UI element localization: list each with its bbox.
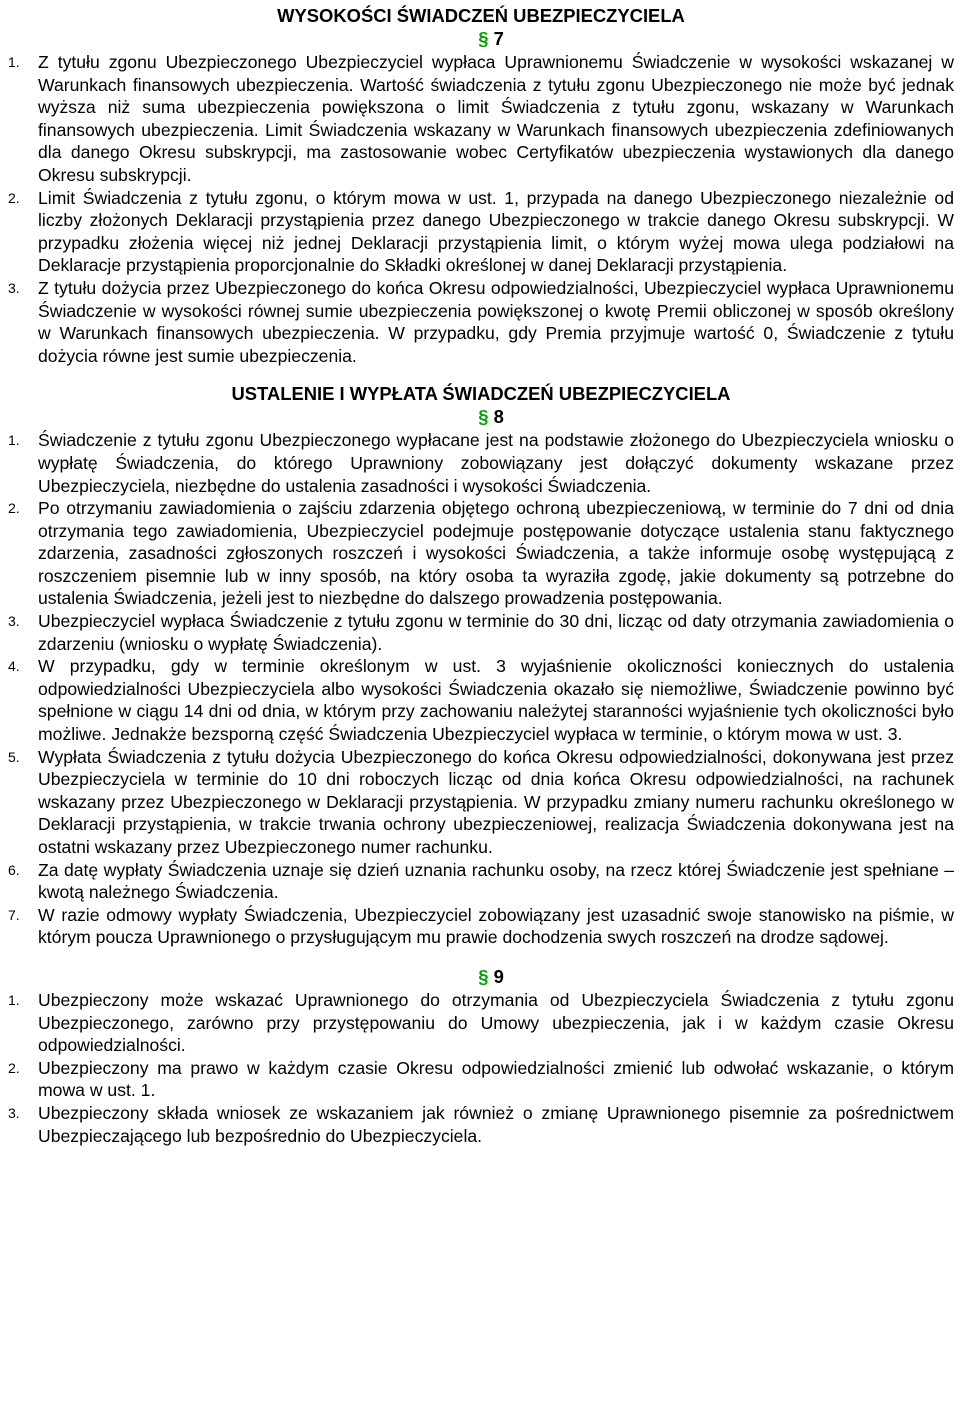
section-8 [8, 383, 954, 949]
item-text: Ubezpieczyciel wypłaca Świadczenie z tytułu zgonu w terminie do 30 dni, licząc od daty otrzymania zawiadomienia o zdarzeniu (wniosku o wypłatę Świadczenia). [38, 611, 954, 654]
item-number: 6. [8, 861, 20, 878]
section-heading: WYSOKOŚCI ŚWIADCZEŃ UBEZPIECZYCIELA [277, 5, 685, 26]
item-number: 3. [8, 1104, 20, 1121]
item-text: Za datę wypłaty Świadczenia uznaje się dzień uznania rachunku osoby, na rzecz której Świadczenie jest spełniane – kwotą należnego Świadczenia. [38, 859, 954, 903]
item-text: Po otrzymaniu zawiadomienia o zajściu zdarzenia objętego ochroną ubezpieczeniową, w terminie do 7 dni od dnia otrzymania tego zawiadomienia, Ubezpieczyciel podejmuje postępowanie dotyczące ustalenia stanu faktycznego zdarzenia, zasadności zgłoszonych roszczeń i wysokości Świadczenia, a także informuje osobę występującą z roszczeniem pisemnie lub w inny sposób, na który osoba ta wyraziła zgodę, jakie dokumenty są potrzebne do ustalenia Świadczenia, jeżeli jest to niezbędne do dalszego prowadzenia postępowania. [38, 498, 954, 609]
item-text: Wypłata Świadczenia z tytułu dożycia Ubezpieczonego do końca Okresu odpowiedzialności, dokonywana jest przez Ubezpieczyciela w terminie do 10 dni roboczych licząc od dnia końca Okresu odpowiedzialności, na rachunek wskazany przez Ubezpieczonego w Deklaracji przystąpienia. W przypadku zmiany numeru rachunku określonego w Deklaracji przystąpienia, w trakcie trwania ochrony ubezpieczeniowej, realizacja Świadczenia dokonywana jest na ostatni wskazany przez Ubezpieczonego numer rachunku. [38, 746, 954, 857]
item-number: 3. [8, 613, 20, 630]
item-number: 4. [8, 658, 20, 675]
section-number-value: 8 [493, 406, 504, 428]
list-item [8, 51, 954, 187]
section-sign-icon: § [478, 28, 489, 49]
list-item [8, 655, 954, 745]
item-text: Z tytułu dożycia przez Ubezpieczonego do końca Okresu odpowiedzialności, Ubezpieczyciel wypłaca Uprawnionemu Świadczenie w wysokości równej sumie ubezpieczenia powiększonej o kwotę Premii obliczonej w sposób określony w Warunkach finansowych ubezpieczenia. W przypadku, gdy Premia przyjmuje wartość 0, Świadczenie z tytułu dożycia równe jest sumie ubezpieczenia. [38, 277, 954, 366]
list-item [8, 497, 954, 610]
list-item [8, 1102, 954, 1147]
list-item [8, 746, 954, 859]
list-item [8, 1057, 954, 1102]
item-text: Limit Świadczenia z tytułu zgonu, o którym mowa w ust. 1, przypada na danego Ubezpieczonego niezależnie od liczby złożonych Deklaracji przystąpienia przez danego Ubezpieczonego w trakcie danego Okresu subskrypcji. W przypadku złożenia więcej niż jednej Deklaracji przystąpienia limit, o którym wyżej mowa ulega podziałowi na Deklaracje przystąpienia proporcjonalnie do Składki określonej w danej Deklaracji przystąpienia. [38, 187, 954, 276]
section-number [28, 405, 954, 429]
list-item [8, 187, 954, 277]
item-list [8, 989, 954, 1147]
section-number [28, 965, 954, 989]
list-item [8, 989, 954, 1057]
list-item [8, 904, 954, 949]
list-item [8, 429, 954, 497]
section-7 [8, 5, 954, 367]
item-text: W razie odmowy wypłaty Świadczenia, Ubezpieczyciel zobowiązany jest uzasadnić swoje stanowisko na piśmie, w którym poucza Uprawnionego o przysługującym mu prawie dochodzenia swych roszczeń na drodze sądowej. [38, 904, 954, 948]
item-number: 2. [8, 189, 20, 206]
item-number: 7. [8, 906, 20, 923]
item-number: 5. [8, 748, 20, 765]
item-number: 3. [8, 279, 20, 296]
spacer [8, 949, 954, 965]
item-text: Świadczenie z tytułu zgonu Ubezpieczonego wypłacane jest na podstawie złożonego do Ubezpieczyciela wniosku o wypłatę Świadczenia, do którego Uprawniony zobowiązany jest dołączyć dokumenty wskazane przez Ubezpieczyciela, niezbędne do ustalenia zasadności i wysokości Świadczenia. [38, 430, 954, 496]
section-number-value: 7 [493, 28, 504, 49]
section-sign-icon: § [478, 406, 489, 428]
item-number: 2. [8, 1059, 20, 1076]
spacer [8, 367, 954, 383]
section-heading: USTALENIE I WYPŁATA ŚWIADCZEŃ UBEZPIECZYCIELA [231, 383, 731, 405]
section-number [28, 27, 954, 51]
list-item [8, 277, 954, 367]
item-text: Z tytułu zgonu Ubezpieczonego Ubezpieczyciel wypłaca Uprawnionemu Świadczenie w wysokości wskazanej w Warunkach finansowych ubezpieczenia. Wartość świadczenia z tytułu zgonu Ubezpieczonego nie może być jednak wyższa niż suma ubezpieczenia powiększona o limit Świadczenia z tytułu zgonu, wskazany w Warunkach finansowych ubezpieczenia. Limit Świadczenia wskazany w Warunkach finansowych ubezpieczenia zdefiniowanych dla danego Okresu subskrypcji, ma zastosowanie wobec Certyfikatów ubezpieczenia wystawionych dla danego Okresu subskrypcji. [38, 52, 954, 185]
item-text: W przypadku, gdy w terminie określonym w ust. 3 wyjaśnienie okoliczności koniecznych do ustalenia odpowiedzialności Ubezpieczyciela albo wysokości Świadczenia okazało się niemożliwe, Świadczenie powinno być spełnione w ciągu 14 dni od dnia, w którym przy zachowaniu należytej staranności wyjaśnienie tych okoliczności było możliwe. Jednakże bezsporną część Świadczenia Ubezpieczyciel wypłaca w terminie, o którym mowa w ust. 3. [38, 656, 954, 745]
item-number: 1. [8, 991, 20, 1008]
item-number: 1. [8, 54, 20, 70]
item-text: Ubezpieczony składa wniosek ze wskazaniem jak również o zmianę Uprawnionego pisemnie za pośrednictwem Ubezpieczającego lub bezpośrednio do Ubezpieczyciela. [38, 1102, 954, 1146]
item-number: 2. [8, 500, 20, 517]
item-list [8, 51, 954, 367]
section-number-value: 9 [493, 965, 504, 987]
list-item [8, 610, 954, 655]
section-9 [8, 965, 954, 1147]
item-number: 1. [8, 432, 20, 449]
section-sign-icon: § [478, 965, 489, 987]
item-list [8, 429, 954, 949]
item-text: Ubezpieczony może wskazać Uprawnionego do otrzymania od Ubezpieczyciela Świadczenia z tytułu zgonu Ubezpieczonego, zarówno przy przystępowaniu do Umowy ubezpieczenia, jak i w każdym czasie Okresu odpowiedzialności. [38, 989, 954, 1056]
list-item [8, 859, 954, 904]
item-text: Ubezpieczony ma prawo w każdym czasie Okresu odpowiedzialności zmienić lub odwołać wskazanie, o którym mowa w ust. 1. [38, 1057, 954, 1101]
